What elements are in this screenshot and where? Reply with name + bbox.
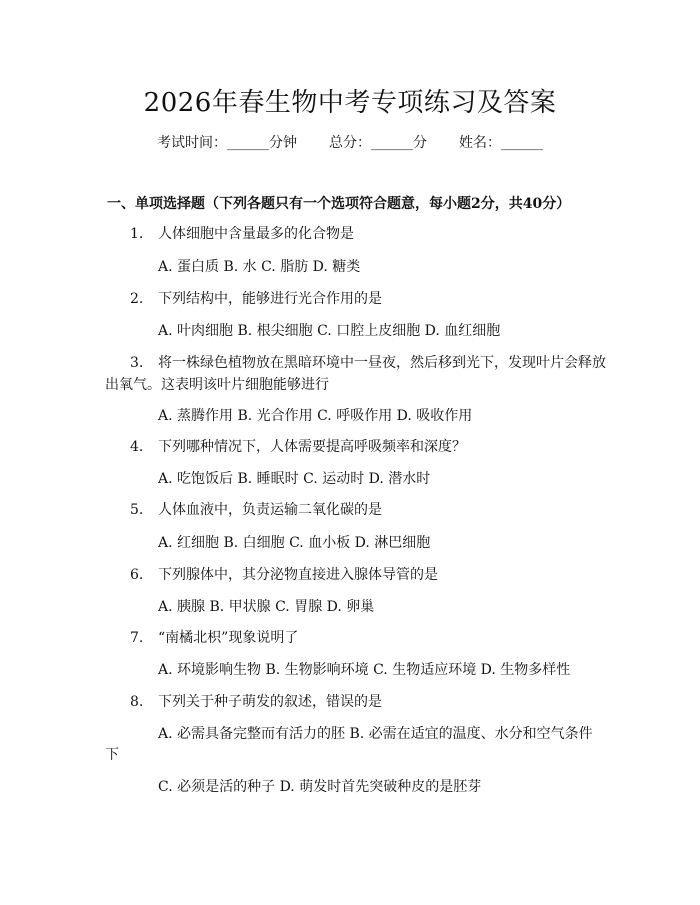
question-text: 人体细胞中含量最多的化合物是 [158,226,354,242]
question-4 [130,436,466,456]
question-number: 8. [130,694,144,710]
question-6 [130,564,438,584]
exam-meta [0,132,700,152]
question-number: 7. [130,630,144,646]
question-6-options: A. 胰腺 B. 甲状腺 C. 胃腺 D. 卵巢 [158,599,375,615]
question-2 [130,288,382,308]
question-4-options: A. 吃饱饭后 B. 睡眠时 C. 运动时 D. 潜水时 [158,471,431,487]
question-number: 6. [130,567,144,583]
question-number: 4. [130,439,144,455]
question-number: 2. [130,291,144,307]
question-5 [130,499,382,519]
question-7-options: A. 环境影响生物 B. 生物影响环境 C. 生物适应环境 D. 生物多样性 [158,662,571,678]
question-7 [130,627,298,647]
question-number: 1. [130,226,144,242]
question-8-options: A. 必需具备完整而有活力的胚 B. 必需在适宜的温度、水分和空气条件 [158,726,593,742]
time-field: 考试时间：______分钟 [157,135,297,151]
question-text: 下列哪种情况下，人体需要提高呼吸频率和深度？ [158,439,466,455]
question-3 [130,352,606,372]
score-field: 总分：______分 [329,135,427,151]
name-field: 姓名：______ [459,135,543,151]
section-heading: 一、单项选择题（下列各题只有一个选项符合题意，每小题2分，共40分） [107,196,571,212]
question-3-continuation: 出氧气。这表明该叶片细胞能够进行 [105,377,329,393]
question-8-options-2: C. 必须是活的种子 D. 萌发时首先突破种皮的是胚芽 [158,779,482,795]
question-text: “南橘北枳”现象说明了 [158,630,299,646]
question-5-options: A. 红细胞 B. 白细胞 C. 血小板 D. 淋巴细胞 [158,535,431,551]
question-text: 下列腺体中，其分泌物直接进入腺体导管的是 [158,567,438,583]
question-2-options: A. 叶肉细胞 B. 根尖细胞 C. 口腔上皮细胞 D. 血红细胞 [158,323,501,339]
page-title: 2026年春生物中考专项练习及答案 [143,88,557,118]
question-number: 3. [130,355,144,371]
question-text: 下列关于种子萌发的叙述，错误的是 [158,694,382,710]
question-text: 下列结构中，能够进行光合作用的是 [158,291,382,307]
question-text: 将一株绿色植物放在黑暗环境中一昼夜，然后移到光下，发现叶片会释放 [158,355,606,371]
question-3-options: A. 蒸腾作用 B. 光合作用 C. 呼吸作用 D. 吸收作用 [158,408,473,424]
question-1-options: A. 蛋白质 B. 水 C. 脂肪 D. 糖类 [158,259,361,275]
question-text: 人体血液中，负责运输二氧化碳的是 [158,502,382,518]
question-8 [130,691,382,711]
question-1 [130,223,354,243]
question-number: 5. [130,502,144,518]
question-8-options-continuation: 下 [105,747,119,763]
